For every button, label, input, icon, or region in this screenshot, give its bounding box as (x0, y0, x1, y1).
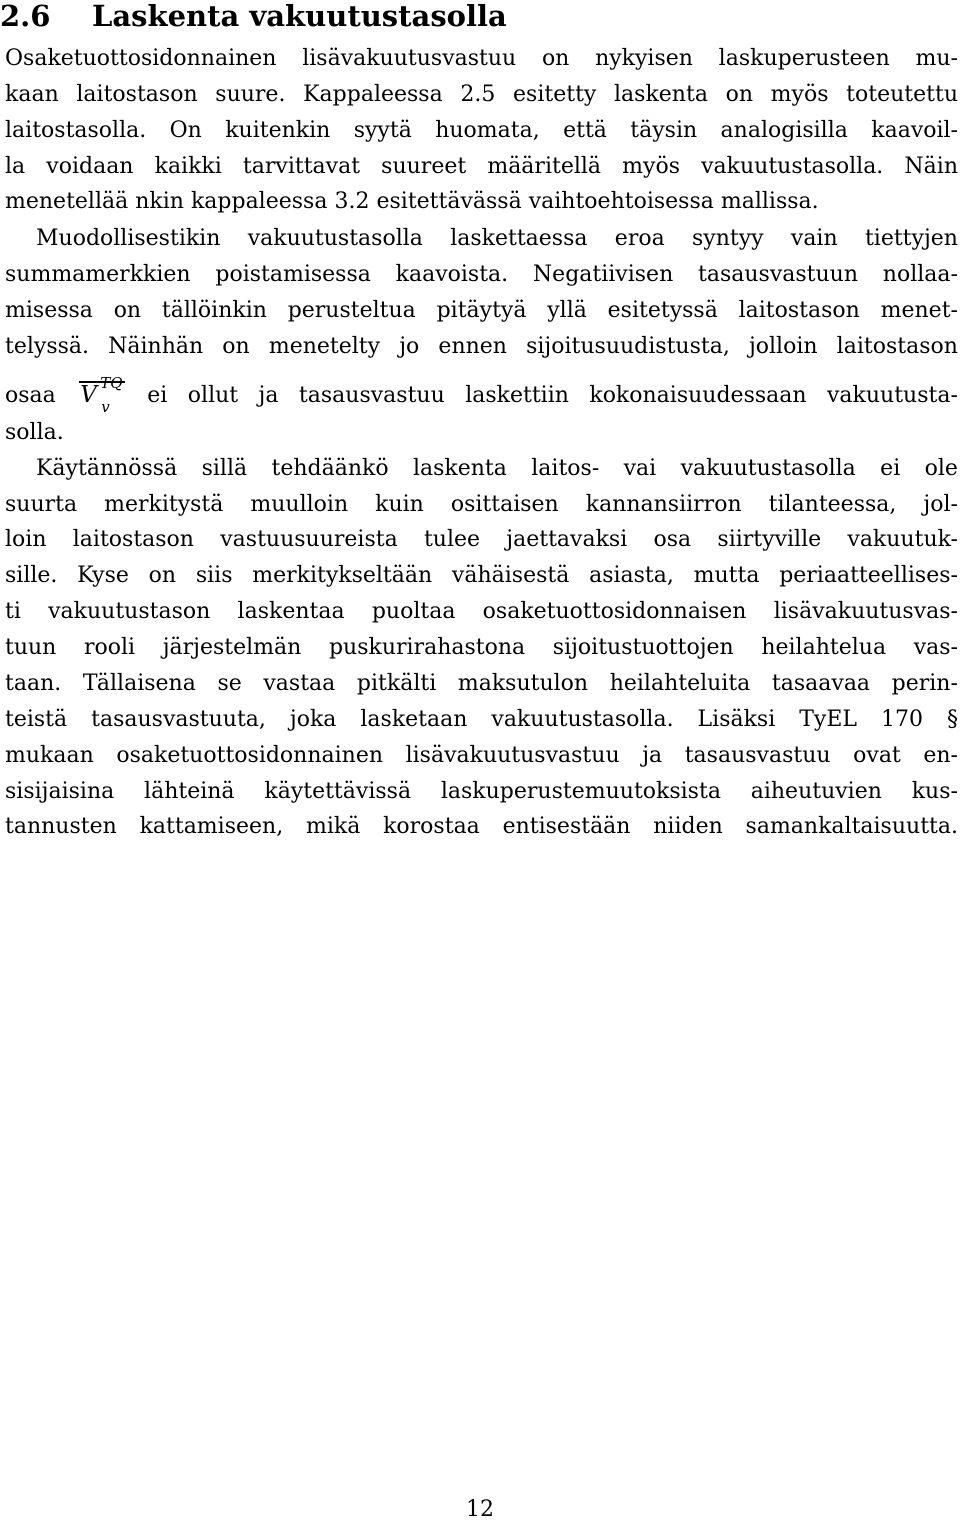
text-line (5, 669, 958, 699)
text-word: Käytännössä (36, 456, 178, 481)
text-word: laskenta (614, 82, 708, 107)
text-word: syntyy (692, 226, 764, 251)
text-word: kuin (375, 492, 424, 517)
text-word: vakuutusta- (826, 383, 958, 408)
text-word: ollut (187, 383, 239, 408)
text-word: mukaan (5, 743, 94, 768)
text-word: laskettiin (465, 383, 569, 408)
section-number: 2.6 (0, 0, 51, 33)
text-word: kappaleessa (190, 189, 328, 214)
text-word: kaan (5, 82, 59, 107)
text-word: puskurirahastona (328, 635, 526, 660)
text-word: kus- (911, 779, 958, 804)
text-word: 3.2 (334, 189, 370, 214)
text-word: aiheutuvien (750, 779, 882, 804)
math-symbol-v-tq (76, 374, 127, 416)
text-word: määritellä (487, 154, 602, 179)
text-word: lisävakuutusvas- (773, 599, 958, 624)
text-word: yllä (547, 298, 587, 323)
text-word: siirtyville (717, 527, 822, 552)
text-line (5, 597, 958, 627)
text-word: tilanteessa, (768, 492, 897, 517)
text-line (5, 525, 958, 555)
text-word: tulee (423, 527, 481, 552)
text-word: osaketuottosidonnaisen (482, 599, 747, 624)
text-word: tasausvastuun (698, 262, 859, 287)
text-word: ovat (853, 743, 901, 768)
text-line (5, 260, 958, 290)
text-word: vakuutustason (48, 599, 211, 624)
text-word: Tällaisena (82, 671, 196, 696)
text-word: voidaan (46, 154, 134, 179)
text-word: en- (923, 743, 958, 768)
text-word: käytettävissä (264, 779, 412, 804)
text-line (5, 777, 958, 807)
text-word: perin- (891, 671, 958, 696)
text-word: jol- (923, 492, 958, 517)
text-word: myös (622, 154, 680, 179)
text-word: täysin (630, 118, 698, 143)
text-word: vähäisestä (451, 563, 570, 588)
text-word: suurta (5, 492, 78, 517)
text-line: solla. (5, 420, 64, 445)
text-word: vakuutustasolla (680, 456, 856, 481)
text-word: tasaavaa (771, 671, 871, 696)
text-word: merkitykseltään (252, 563, 433, 588)
text-word: on (113, 298, 142, 323)
text-word: vakuutustasolla (247, 226, 423, 251)
text-word: ei (880, 456, 901, 481)
text-word: sisijaisina (5, 779, 115, 804)
text-word: telyssä. (5, 334, 90, 359)
text-word: mallissa. (720, 189, 819, 214)
math-line-before: osaa (5, 383, 56, 408)
text-word: sijoitusuudistusta, (526, 334, 730, 359)
text-word: tasausvastuu (684, 743, 831, 768)
text-word: rooli (83, 635, 136, 660)
math-symbol-base: V (80, 382, 97, 408)
text-word: kaikki (154, 154, 222, 179)
text-word: loin (5, 527, 47, 552)
text-word: lisävakuutusvastuu (302, 46, 517, 71)
text-word: suureet (381, 154, 467, 179)
text-word: Negatiivisen (532, 262, 674, 287)
text-word: osa (653, 527, 692, 552)
text-word: on (725, 82, 754, 107)
text-word: mutta (693, 563, 760, 588)
text-word: tuun (5, 635, 57, 660)
text-word: sille. (5, 563, 58, 588)
text-word: asiasta, (589, 563, 674, 588)
text-word: vakuutuk- (847, 527, 958, 552)
text-word: menet- (880, 298, 958, 323)
text-word: ennen (438, 334, 507, 359)
text-word: nkin (135, 189, 184, 214)
text-word: kuitenkin (225, 118, 331, 143)
text-word: tarvittavat (242, 154, 361, 179)
text-word: tällöinkin (161, 298, 267, 323)
text-word: tasausvastuu (298, 383, 445, 408)
text-word: niiden (653, 814, 723, 839)
text-word: mikä (305, 814, 361, 839)
text-word: laskentaa (237, 599, 345, 624)
text-word: analogisilla (720, 118, 848, 143)
text-word: laskuperustemuutoksista (440, 779, 721, 804)
text-word: pitkälti (356, 671, 437, 696)
text-word: lähteinä (144, 779, 235, 804)
text-word: Näin (904, 154, 958, 179)
text-word: korostaa (383, 814, 480, 839)
text-word: kokonaisuudessaan (589, 383, 807, 408)
text-line (5, 561, 958, 591)
text-line (5, 812, 958, 842)
text-word: osittaisen (450, 492, 559, 517)
text-word: vain (790, 226, 838, 251)
text-word: misessa (5, 298, 93, 323)
text-word: ti (5, 599, 21, 624)
text-word: esitetty (513, 82, 597, 107)
text-word: teistä (5, 707, 68, 732)
text-word: menetelty (268, 334, 381, 359)
text-line (36, 454, 958, 484)
text-word: laskuperusteen (718, 46, 890, 71)
text-word: jolloin (748, 334, 818, 359)
text-word: vakuutustasolla. (491, 707, 674, 732)
text-word: jo (399, 334, 420, 359)
text-word: merkitystä (104, 492, 224, 517)
section-heading (0, 0, 507, 34)
text-word: taan. (5, 671, 62, 696)
text-word: kattamiseen, (139, 814, 284, 839)
text-line (5, 490, 958, 520)
text-word: poistamisessa (215, 262, 371, 287)
text-word: maksutulon (457, 671, 589, 696)
text-word: heilahteluita (609, 671, 751, 696)
text-word: joka (289, 707, 337, 732)
text-word: menetellää (5, 189, 129, 214)
text-word: on (148, 563, 177, 588)
text-word: järjestelmän (162, 635, 302, 660)
math-text-line (5, 374, 958, 416)
text-word: vastaa (263, 671, 336, 696)
text-word: sijoitustuottojen (552, 635, 734, 660)
text-word: TyEL (799, 707, 858, 732)
text-word: laitostason (72, 527, 194, 552)
text-line (36, 224, 958, 254)
text-word: lasketaan (360, 707, 468, 732)
text-word: se (217, 671, 242, 696)
text-word: eroa (614, 226, 665, 251)
text-word: Kyse (77, 563, 129, 588)
text-word: suure. (215, 82, 286, 107)
text-word: la (5, 154, 26, 179)
text-word: heilahtelua (761, 635, 887, 660)
text-line (5, 116, 958, 146)
text-word: laitostason (836, 334, 958, 359)
text-word: perusteltua (287, 298, 416, 323)
text-word: vakuutustasolla. (701, 154, 884, 179)
text-line (5, 44, 958, 74)
text-word: laitostason (738, 298, 860, 323)
text-word: 2.5 (460, 82, 496, 107)
text-word: samankaltaisuutta. (745, 814, 958, 839)
text-word: ei (147, 383, 168, 408)
text-word: lisävakuutusvastuu (405, 743, 620, 768)
text-word: huomata, (435, 118, 540, 143)
text-line (5, 633, 958, 663)
text-word: kannansiirron (585, 492, 742, 517)
text-word: On (169, 118, 202, 143)
text-line (5, 152, 958, 182)
text-word: syytä (353, 118, 412, 143)
text-word: nollaa- (882, 262, 958, 287)
text-word: nykyisen (595, 46, 693, 71)
text-word: kaavoista. (395, 262, 509, 287)
text-word: puoltaa (371, 599, 456, 624)
text-word: pitäytyä (436, 298, 527, 323)
text-word: periaatteellises- (779, 563, 958, 588)
text-word: § (946, 707, 958, 732)
page-number: 12 (466, 1497, 494, 1522)
text-word: laskenta (412, 456, 507, 481)
text-word: laitostason (76, 82, 198, 107)
text-word: sillä (201, 456, 248, 481)
text-word: myös (770, 82, 829, 107)
text-line (5, 187, 958, 217)
text-word: laskettaessa (450, 226, 588, 251)
text-word: on (222, 334, 250, 359)
text-line (5, 296, 958, 326)
text-line (5, 741, 958, 771)
text-line (5, 80, 958, 110)
text-line (5, 705, 958, 735)
text-word: tehdäänkö (271, 456, 389, 481)
text-word: Näinhän (108, 334, 204, 359)
text-word: summamerkkien (5, 262, 191, 287)
text-word: mu- (915, 46, 958, 71)
text-word: vas- (913, 635, 958, 660)
text-word: on (541, 46, 570, 71)
text-word: ja (258, 383, 279, 408)
text-word: laitos- (531, 456, 600, 481)
text-word: esitettävässä (376, 189, 522, 214)
text-word: tasausvastuuta, (91, 707, 266, 732)
text-word: vastuusuureista (220, 527, 398, 552)
text-word: laitostasolla. (5, 118, 147, 143)
math-superscript: TQ (100, 374, 123, 392)
text-word: Lisäksi (697, 707, 776, 732)
text-word: kaavoil- (871, 118, 958, 143)
text-word: entisestään (502, 814, 631, 839)
text-word: siis (195, 563, 233, 588)
text-word: Muodollisestikin (36, 226, 221, 251)
text-word: ole (924, 456, 958, 481)
text-word: tiettyjen (864, 226, 958, 251)
text-word: osaketuottosidonnainen (116, 743, 384, 768)
text-word: että (563, 118, 607, 143)
text-word: ja (642, 743, 663, 768)
text-word: jaettavaksi (506, 527, 628, 552)
text-word: Kappaleessa (303, 82, 443, 107)
text-word: 170 (880, 707, 923, 732)
text-word: tannusten (5, 814, 117, 839)
text-word: muulloin (250, 492, 349, 517)
math-subscript: v (101, 398, 110, 416)
text-word: Osaketuottosidonnainen (5, 46, 277, 71)
text-word: esitetyssä (607, 298, 718, 323)
section-title: Laskenta vakuutustasolla (92, 0, 507, 33)
text-word: vaihtoehtoisessa (528, 189, 714, 214)
text-line (5, 332, 958, 362)
text-word: toteutettu (846, 82, 958, 107)
text-word: vai (623, 456, 657, 481)
